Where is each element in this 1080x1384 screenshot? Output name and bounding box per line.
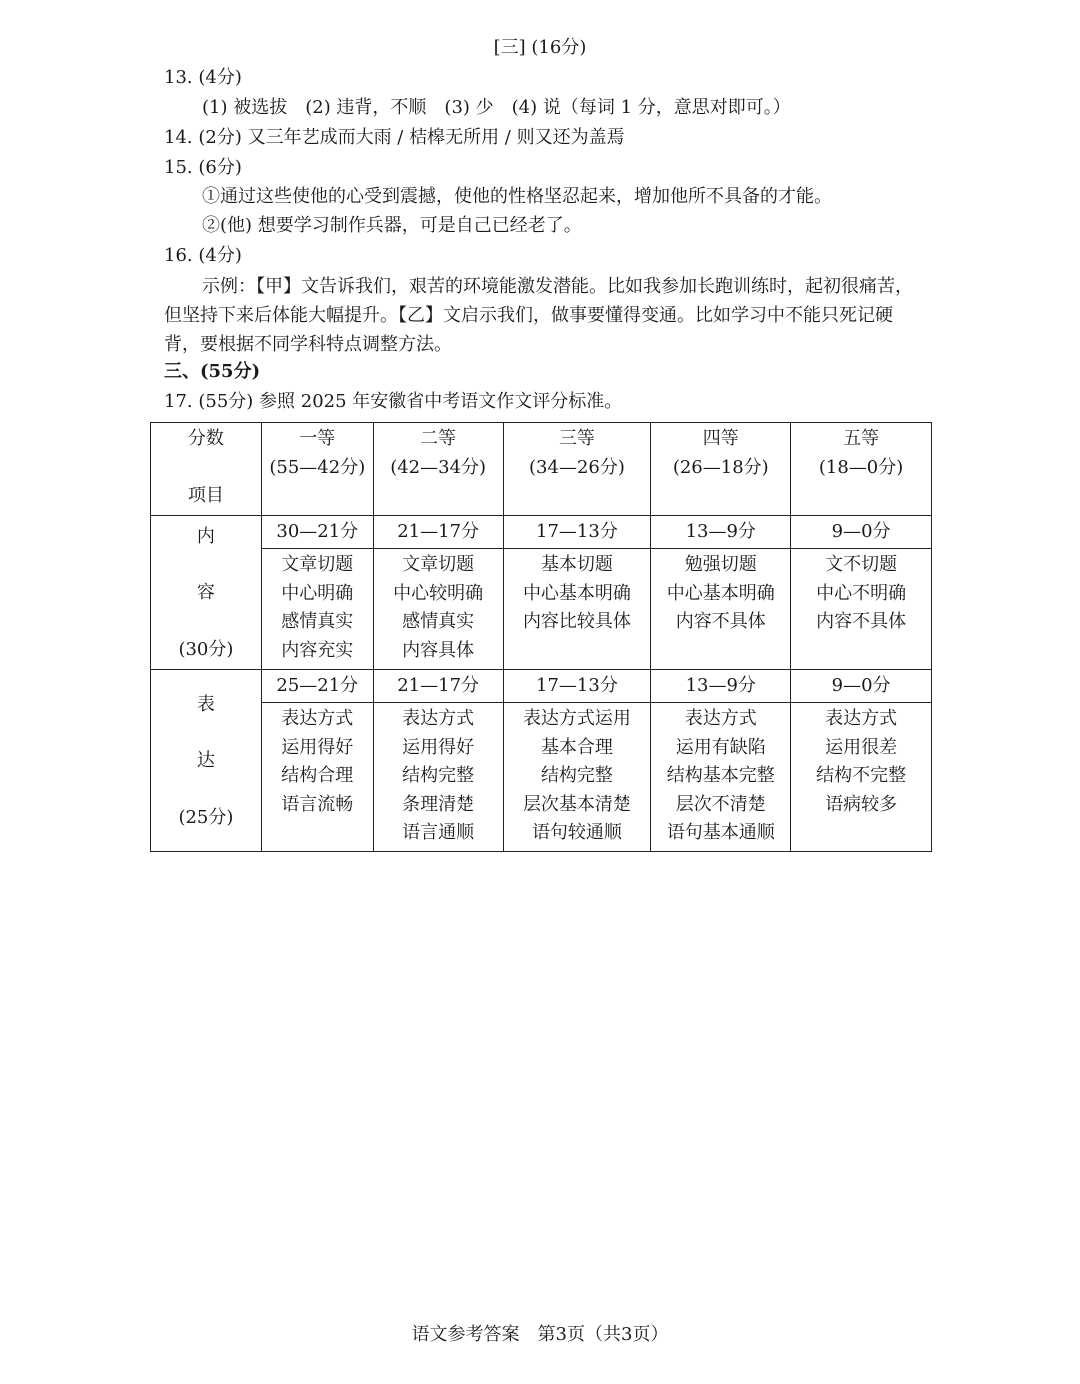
- expression-score-row: [151, 670, 932, 703]
- score-cell: 30—21分: [261, 516, 373, 549]
- desc-line: 结构合理: [281, 765, 354, 786]
- desc-line: 感情真实: [281, 611, 354, 632]
- grade-range: (42—34分): [390, 456, 487, 478]
- desc-line: 内容充实: [281, 639, 354, 661]
- desc-line: 语言通顺: [402, 822, 475, 843]
- rubric-header-row: [151, 423, 932, 516]
- desc-cell: [651, 549, 791, 670]
- desc-line: 内容比较具体: [522, 611, 631, 632]
- grade-range: (34—26分): [529, 456, 625, 478]
- desc-line: 文章切题: [281, 554, 354, 575]
- desc-line: 中心基本明确: [666, 582, 775, 604]
- q17-header: 17. (55分) 参照 2025 年安徽省中考语文作文评分标准。: [164, 391, 623, 412]
- desc-line: 文不切题: [825, 554, 898, 575]
- score-cell: 17—13分: [503, 670, 651, 703]
- desc-line: 层次不清楚: [675, 793, 766, 815]
- rubric-corner-cell: [151, 423, 262, 516]
- q15-answer-1: ①通过这些使他的心受到震撼，使他的性格坚忍起来，增加他所不具备的才能。: [202, 186, 832, 207]
- score-cell: 17—13分: [503, 516, 651, 549]
- page-footer: 语文参考答案 第3页（共3页）: [411, 1324, 669, 1345]
- grade-name: 三等: [558, 428, 595, 449]
- grade-range: (18—0分): [818, 456, 904, 478]
- score-cell: 13—9分: [651, 670, 791, 703]
- desc-line: 基本切题: [540, 554, 613, 575]
- score-cell: 13—9分: [651, 516, 791, 549]
- desc-line: 中心不明确: [816, 582, 907, 604]
- grade-name: 一等: [299, 428, 336, 449]
- desc-cell: [791, 703, 932, 852]
- grade-range: (55—42分): [269, 456, 366, 478]
- desc-line: 条理清楚: [402, 793, 475, 815]
- desc-line: 结构完整: [540, 765, 613, 786]
- row-label-char: 表: [196, 693, 215, 715]
- desc-line: 表达方式: [281, 708, 354, 729]
- grade-range: (26—18分): [672, 456, 769, 478]
- row-label-points: (30分): [178, 638, 234, 660]
- desc-line: 勉强切题: [684, 554, 757, 575]
- q13-header: 13. (4分): [164, 67, 242, 88]
- q15-answer-2: ②(他) 想要学习制作兵器，可是自己已经老了。: [202, 215, 582, 236]
- desc-line: 表达方式: [684, 708, 757, 729]
- desc-line: 感情真实: [402, 611, 475, 632]
- desc-cell: [791, 549, 932, 670]
- expression-row-label: [151, 670, 262, 852]
- desc-line: 中心基本明确: [522, 582, 631, 604]
- desc-line: 表达方式运用: [522, 708, 631, 729]
- score-cell: 21—17分: [373, 670, 503, 703]
- desc-line: 结构完整: [402, 765, 475, 786]
- part3-header: 三、(55分): [164, 361, 261, 382]
- section-title: [三] (16分): [493, 37, 587, 58]
- desc-line: 语病较多: [825, 793, 898, 815]
- grade-name: 二等: [420, 428, 457, 449]
- row-label-char: 内: [196, 525, 215, 547]
- desc-line: 运用得好: [281, 736, 354, 758]
- desc-cell: [373, 703, 503, 852]
- desc-line: 层次基本清楚: [522, 793, 631, 815]
- desc-line: 结构基本完整: [666, 765, 775, 786]
- desc-line: 语句基本通顺: [666, 822, 775, 843]
- grade-header: [791, 423, 932, 516]
- corner-item-label: 项目: [187, 485, 224, 506]
- desc-line: 语句较通顺: [531, 822, 622, 843]
- score-cell: 9—0分: [791, 516, 932, 549]
- desc-cell: [651, 703, 791, 852]
- grade-header: [373, 423, 503, 516]
- rubric-table: [150, 422, 932, 852]
- desc-cell: [503, 703, 651, 852]
- desc-line: 运用得好: [402, 736, 475, 758]
- expression-desc-row: [151, 703, 932, 852]
- desc-line: 运用有缺陷: [675, 736, 766, 758]
- q14-header: 14. (2分) 又三年艺成而大雨 / 桔槔无所用 / 则又还为盖焉: [164, 127, 625, 148]
- grade-header: [261, 423, 373, 516]
- grade-name: 五等: [843, 428, 880, 449]
- desc-cell: [373, 549, 503, 670]
- score-cell: 9—0分: [791, 670, 932, 703]
- row-label-points: (25分): [178, 806, 234, 828]
- grade-header: [503, 423, 651, 516]
- desc-line: 运用很差: [825, 736, 898, 758]
- q16-answer: 示例：【甲】文告诉我们，艰苦的环境能激发潜能。比如我参加长跑训练时，起初很痛苦，但坚持下来后体能大幅提升。【乙】文启示我们，做事要懂得变通。比如学习中不能只死记硬背，要根据不同学科特点调整方法。: [164, 276, 913, 355]
- q13-answer: (1) 被选拔 (2) 违背，不顺 (3) 少 (4) 说（每词 1 分，意思对即可。）: [202, 97, 791, 118]
- desc-line: 中心较明确: [393, 582, 484, 604]
- score-cell: 21—17分: [373, 516, 503, 549]
- content-desc-row: [151, 549, 932, 670]
- grade-header: [651, 423, 791, 516]
- desc-line: 表达方式: [402, 708, 475, 729]
- row-label-char: 容: [196, 582, 215, 604]
- q16-header: 16. (4分): [164, 245, 242, 266]
- corner-score-label: 分数: [187, 428, 224, 449]
- desc-line: 文章切题: [402, 554, 475, 575]
- score-cell: 25—21分: [261, 670, 373, 703]
- desc-cell: [261, 703, 373, 852]
- desc-line: 内容具体: [402, 639, 475, 661]
- q15-header: 15. (6分): [164, 157, 242, 178]
- desc-line: 中心明确: [281, 582, 354, 604]
- desc-line: 内容不具体: [816, 611, 907, 632]
- content-row-label: [151, 516, 262, 670]
- desc-line: 语言流畅: [281, 793, 354, 815]
- desc-line: 内容不具体: [675, 611, 766, 632]
- desc-cell: [261, 549, 373, 670]
- grade-name: 四等: [702, 428, 739, 449]
- content-score-row: [151, 516, 932, 549]
- row-label-char: 达: [196, 750, 215, 772]
- desc-cell: [503, 549, 651, 670]
- desc-line: 结构不完整: [816, 765, 907, 786]
- desc-line: 基本合理: [540, 736, 613, 758]
- desc-line: 表达方式: [825, 708, 898, 729]
